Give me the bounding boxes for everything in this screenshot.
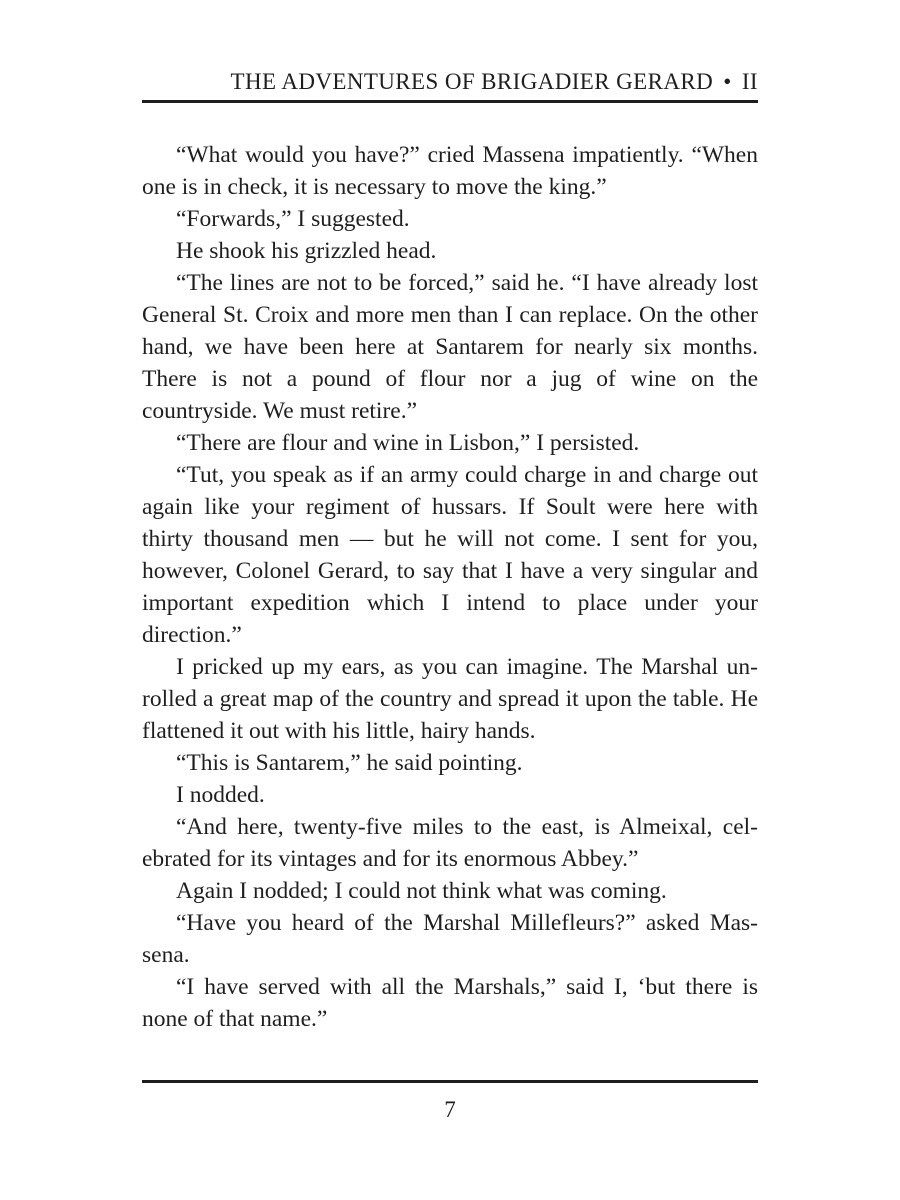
paragraph: “Forwards,” I suggested. xyxy=(176,206,410,232)
footer-rule xyxy=(142,1080,758,1083)
paragraph: “What would you have?” cried Massena impatiently. “When one is in check, it is necessary to move the king.” xyxy=(142,142,758,200)
page-number: 7 xyxy=(444,1097,456,1122)
paragraph: “The lines are not to be forced,” said he. “I have already lost General St. Croix and more men than I can replace. On the other hand, we have been here at Santarem for nearly six months. There is not a pound of flour nor a jug of wine on the countryside. We must retire.” xyxy=(142,270,758,424)
paragraph: “I have served with all the Marshals,” said I, ‘but there is none of that name.” xyxy=(142,974,758,1032)
paragraph: “This is Santarem,” he said pointing. xyxy=(176,750,523,776)
header-rule xyxy=(142,100,758,103)
paragraph: “Tut, you speak as if an army could charge in and charge out again like your regiment of hussars. If Soult were here with thirty thousand men — but he will not come. I sent for you, however, Colonel Gerard, to say that I have a very singular and important expedition which I intend to place under your direction.” xyxy=(142,462,758,648)
paragraph: “Have you heard of the Marshal Millefleurs?” asked Massena. xyxy=(142,910,758,968)
body-text xyxy=(142,139,758,1035)
paragraph: “And here, twenty-five miles to the east, is Almeixal, celebrated for its vintages and for its enormous Abbey.” xyxy=(142,814,758,872)
bullet-separator: • xyxy=(723,69,732,94)
paragraph: Again I nodded; I could not think what was coming. xyxy=(176,878,667,904)
paragraph: “There are flour and wine in Lisbon,” I persisted. xyxy=(176,430,640,456)
paragraph: I nodded. xyxy=(176,782,265,808)
paragraph: He shook his grizzled head. xyxy=(176,238,437,264)
running-head xyxy=(142,66,758,98)
paragraph: I pricked up my ears, as you can imagine. The Marshal unrolled a great map of the country and spread it upon the table. He flattened it out with his little, hairy hands. xyxy=(142,654,758,744)
book-title: THE ADVENTURES OF BRIGADIER GERARD xyxy=(230,69,714,94)
part-number: II xyxy=(741,69,758,94)
